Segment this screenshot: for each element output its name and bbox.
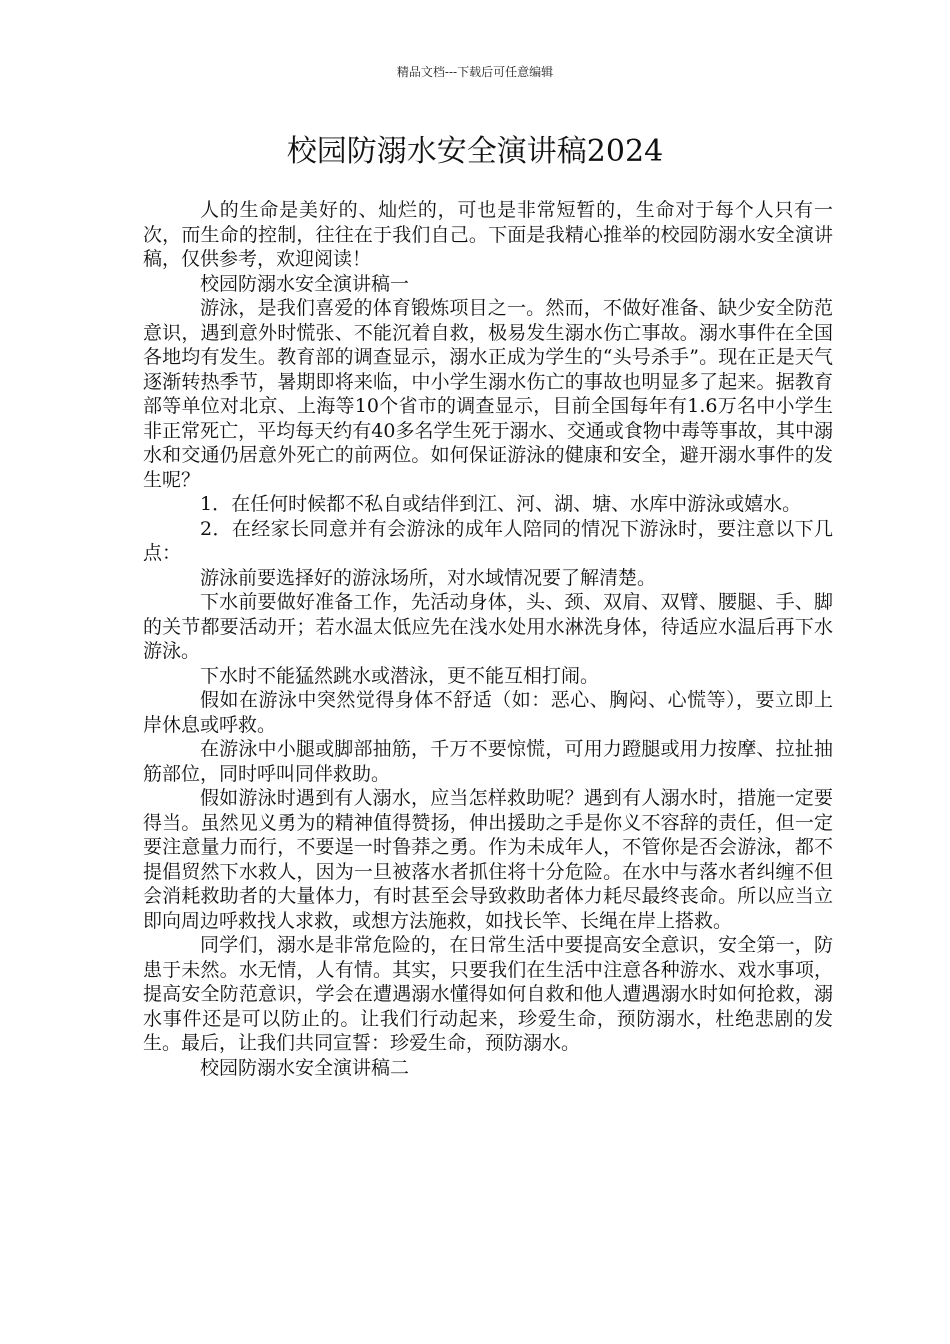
- body-paragraph: 同学们，溺水是非常危险的，在日常生活中要提高安全意识，安全第一，防患于未然。水无情，人有情。其实，只要我们在生活中注意各种游水、戏水事项，提高安全防范意识，学会在遭遇溺水懂得如何自救和他人遭遇溺水时如何抢救，溺水事件还是可以防止的。让我们行动起来，珍爱生命，预防溺水，杜绝悲剧的发生。最后，让我们共同宣誓：珍爱生命，预防溺水。: [143, 934, 833, 1054]
- intro-paragraph: 人的生命是美好的、灿烂的，可也是非常短暂的，生命对于每个人只有一次，而生命的控制，往往在于我们自己。下面是我精心推举的校园防溺水安全演讲稿，仅供参考，欢迎阅读！: [143, 199, 833, 270]
- document-body: [143, 198, 833, 1080]
- document-title: 校园防溺水安全演讲稿2024: [286, 134, 664, 169]
- section-heading-speech-two: 校园防溺水安全演讲稿二: [200, 1056, 410, 1079]
- body-paragraph: 假如游泳时遇到有人溺水，应当怎样救助呢？遇到有人溺水时，措施一定要得当。虽然见义勇为的精神值得赞扬，伸出援助之手是你义不容辞的责任，但一定要注意量力而行，不要逞一时鲁莽之勇。作为未成年人，不管你是否会游泳，都不提倡贸然下水救人，因为一旦被落水者抓住将十分危险。在水中与落水者纠缠不但会消耗救助者的大量体力，有时甚至会导致救助者体力耗尽最终丧命。所以应当立即向周边呼救找人求救，或想方法施救，如找长竿、长绳在岸上搭救。: [143, 787, 833, 932]
- list-item-1: 1．在任何时候都不私自或结伴到江、河、湖、塘、水库中游泳或嬉水。: [200, 493, 802, 515]
- body-paragraph: 游泳前要选择好的游泳场所，对水域情况要了解清楚。: [200, 566, 657, 589]
- body-paragraph: 假如在游泳中突然觉得身体不舒适（如：恶心、胸闷、心慌等），要立即上岸休息或呼救。: [143, 689, 833, 736]
- section-heading-speech-one: 校园防溺水安全演讲稿一: [200, 272, 410, 295]
- body-paragraph: 游泳，是我们喜爱的体育锻炼项目之一。然而，不做好准备、缺少安全防范意识，遇到意外时慌张、不能沉着自救，极易发生溺水伤亡事故。溺水事件在全国各地均有发生。教育部的调查显示，溺水正成为学生的“头号杀手”。现在正是天气逐渐转热季节，暑期即将来临，中小学生溺水伤亡的事故也明显多了起来。据教育部等单位对北京、上海等10个省市的调查显示，目前全国每年有1.6万名中小学生非正常死亡，平均每天约有40多名学生死于溺水、交通或食物中毒等事故，其中溺水和交通仍居意外死亡的前两位。如何保证游泳的健康和安全，避开溺水事件的发生呢？: [143, 297, 833, 491]
- body-paragraph: 在游泳中小腿或脚部抽筋，千万不要惊慌，可用力蹬腿或用力按摩、拉扯抽筋部位，同时呼叫同伴救助。: [143, 738, 833, 785]
- body-paragraph: 下水时不能猛然跳水或潜泳，更不能互相打闹。: [200, 664, 600, 687]
- list-item-2: 2．在经家长同意并有会游泳的成年人陪同的情况下游泳时，要注意以下几点：: [143, 517, 833, 564]
- body-paragraph: 下水前要做好准备工作，先活动身体，头、颈、双肩、双臂、腰腿、手、脚的关节都要活动开；若水温太低应先在浅水处用水淋洗身体，待适应水温后再下水游泳。: [143, 591, 833, 662]
- page-header-note: 精品文档---下载后可任意编辑: [396, 65, 554, 79]
